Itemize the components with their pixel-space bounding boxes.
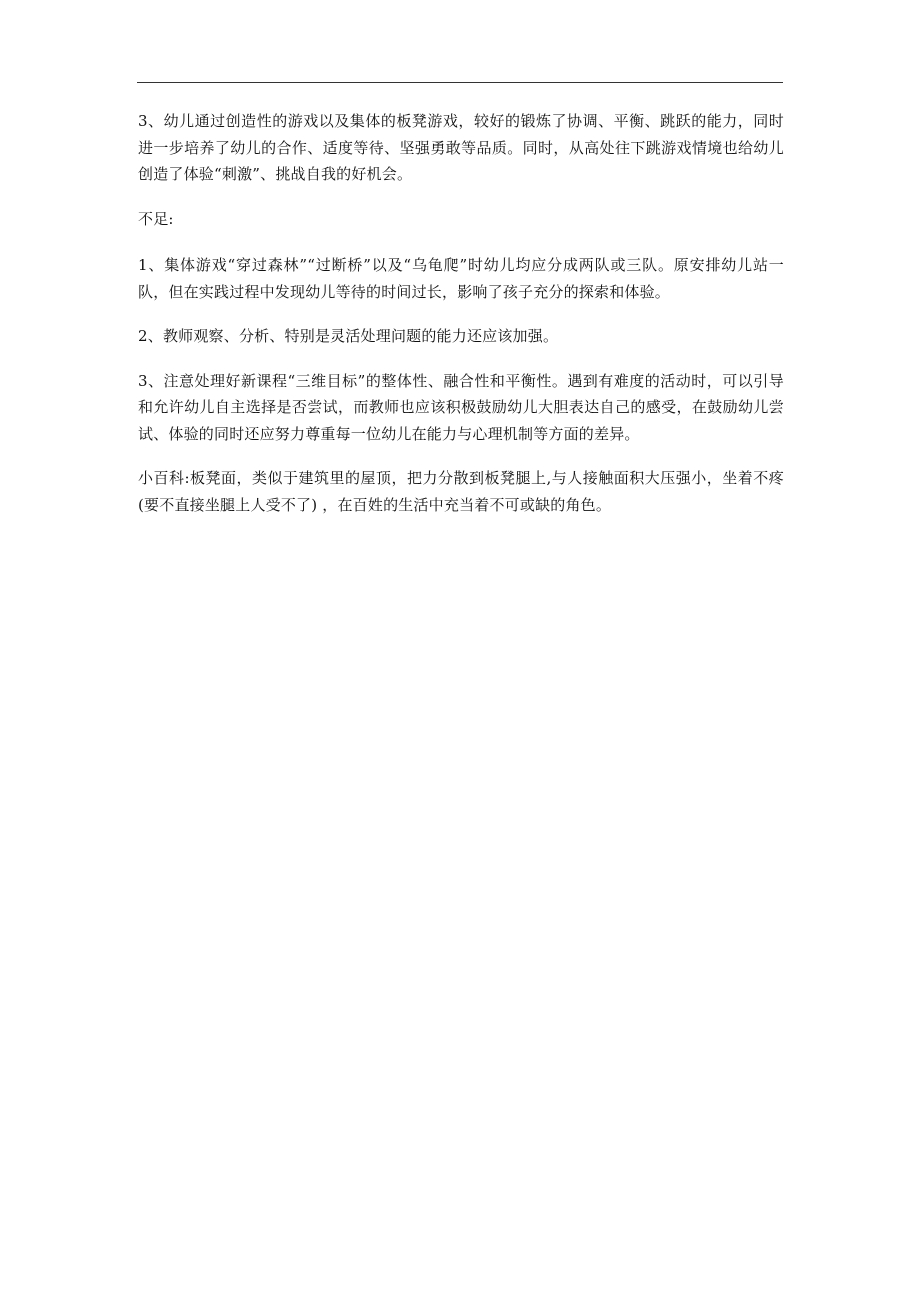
document-body <box>138 108 784 536</box>
paragraph-shortcoming-3: 3、注意处理好新课程“三维目标”的整体性、融合性和平衡性。遇到有难度的活动时，可以引导和允许幼儿自主选择是否尝试，而教师也应该积极鼓励幼儿大胆表达自己的感受，在鼓励幼儿尝试、体验的同时还应努力尊重每一位幼儿在能力与心理机制等方面的差异。 <box>138 371 784 443</box>
paragraph-reflection-3: 3、幼儿通过创造性的游戏以及集体的板凳游戏，较好的锻炼了协调、平衡、跳跃的能力，同时进一步培养了幼儿的合作、适度等待、坚强勇敢等品质。同时，从高处往下跳游戏情境也给幼儿创造了体验“刺激”、挑战自我的好机会。 <box>138 112 784 183</box>
paragraph-shortcomings-heading: 不足: <box>138 209 174 228</box>
paragraph-shortcoming-2: 2、教师观察、分析、特别是灵活处理问题的能力还应该加强。 <box>138 327 559 345</box>
paragraph-encyclopedia-note: 小百科:板凳面，类似于建筑里的屋顶，把力分散到板凳腿上,与人接触面积大压强小，坐着不疼(要不直接坐腿上人受不了) ，在百姓的生活中充当着不可或缺的角色。 <box>138 469 784 514</box>
paragraph-shortcoming-1: 1、集体游戏“穿过森林”“过断桥”以及“乌龟爬”时幼儿均应分成两队或三队。原安排幼儿站一队，但在实践过程中发现幼儿等待的时间过长，影响了孩子充分的探索和体验。 <box>138 256 784 301</box>
header-rule <box>137 82 783 83</box>
